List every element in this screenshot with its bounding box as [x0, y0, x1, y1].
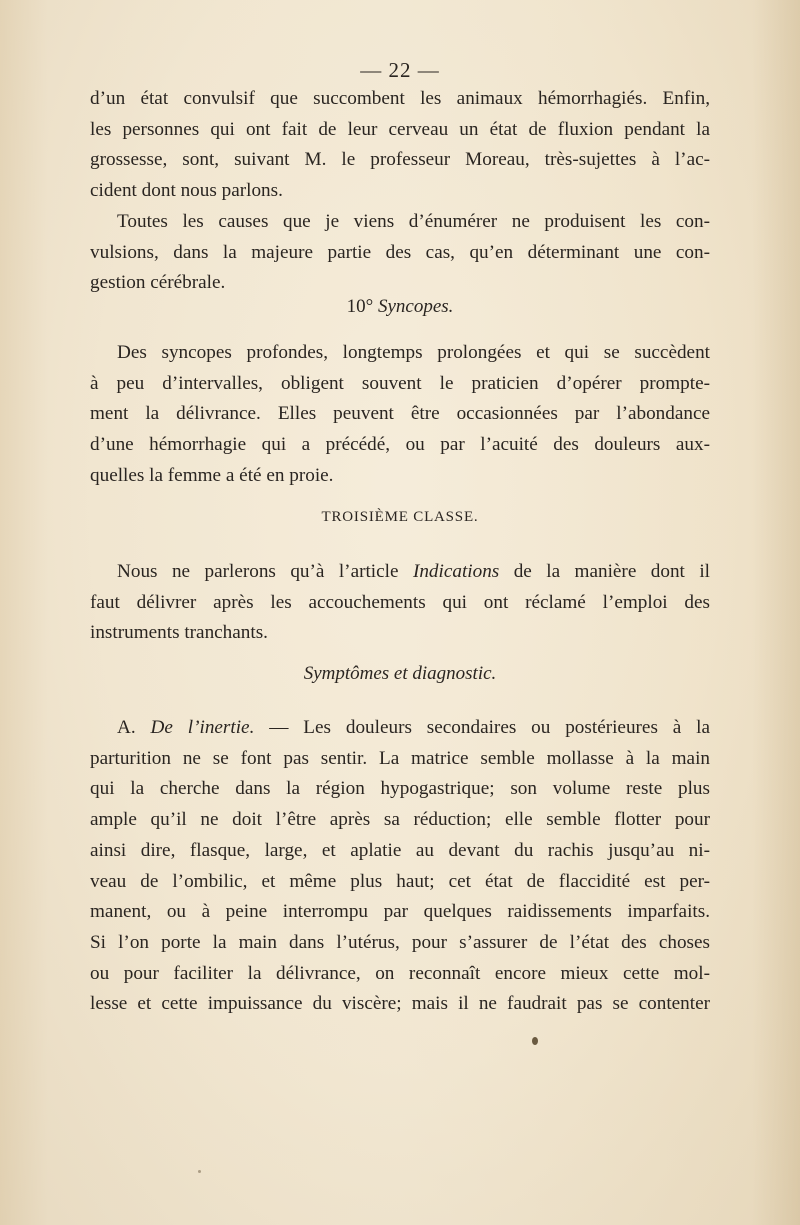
section-heading-syncopes	[0, 296, 800, 318]
paragraph-syncopes	[90, 338, 710, 492]
ink-speck	[532, 1037, 538, 1045]
text-line: grossesse, sont, suivant M. le professeur Moreau, très-sujettes à l’ac-	[90, 149, 710, 171]
text-line: Si l’on porte la main dans l’utérus, pour s’assurer de l’état des choses	[90, 931, 710, 953]
text-line: lesse et cette impuissance du viscère; mais il ne faudrait pas se contenter	[90, 993, 710, 1015]
text-line: d’une hémorrhagie qui a précédé, ou par l’acuité des douleurs aux-	[90, 434, 710, 456]
section-number: 10°	[346, 296, 374, 317]
text-line: Des syncopes profondes, longtemps prolongées et qui se succèdent	[117, 342, 710, 363]
text-line: ou pour faciliter la délivrance, on reconnaît encore mieux cette mol-	[90, 962, 710, 984]
paragraph-convulsions-end	[90, 84, 710, 207]
paragraph-causes	[90, 207, 710, 299]
ink-speck	[198, 1170, 201, 1173]
text-line: parturition ne se font pas sentir. La matrice semble mollasse à la main	[90, 747, 710, 769]
text-line: instruments tranchants.	[90, 622, 268, 644]
text-line: manent, ou à peine interrompu par quelques raidissements imparfaits.	[90, 901, 710, 923]
italic-term: Indications	[412, 561, 500, 582]
paragraph-instruments	[90, 557, 710, 649]
text-line: ample qu’il ne doit l’être après sa réduction; elle semble flotter pour	[90, 809, 710, 831]
page-number: — 22 —	[360, 58, 440, 82]
text-line: d’un état convulsif que succombent les animaux hémorrhagiés. Enfin,	[90, 88, 710, 109]
symptoms-heading: Symptômes et diagnostic.	[303, 663, 497, 684]
paragraph-inertie	[90, 713, 710, 1020]
text-line: veau de l’ombilic, et même plus haut; cet état de flaccidité est per-	[90, 870, 710, 892]
text-line: A. De l’inertie. — Les douleurs secondaires ou postérieures à la	[117, 717, 711, 738]
text-line: les personnes qui ont fait de leur cerveau un état de fluxion pendant la	[90, 118, 710, 140]
text-line: Toutes les causes que je viens d’énumérer ne produisent les con-	[117, 211, 710, 232]
italic-label: De l’inertie.	[150, 717, 255, 738]
text-line: ainsi dire, flasque, large, et aplatie au devant du rachis jusqu’au ni-	[90, 839, 710, 861]
text-line: cident dont nous parlons.	[90, 180, 283, 202]
text-line: vulsions, dans la majeure partie des cas, qu’en déterminant une con-	[90, 241, 710, 263]
section-title: Syncopes.	[377, 296, 454, 317]
text-line: qui la cherche dans la région hypogastrique; son volume reste plus	[90, 778, 710, 800]
text-line: faut délivrer après les accouchements qui ont réclamé l’emploi des	[90, 591, 710, 613]
class-heading: TROISIÈME CLASSE.	[321, 509, 479, 525]
text-line: ment la délivrance. Elles peuvent être occasionnées par l’abondance	[90, 403, 710, 425]
text-line: à peu d’intervalles, obligent souvent le praticien d’opérer prompte-	[90, 372, 710, 394]
text-line: gestion cérébrale.	[90, 272, 226, 294]
text-line: Nous ne parlerons qu’à l’article Indications de la manière dont il	[117, 561, 710, 582]
text-line: quelles la femme a été en proie.	[90, 464, 334, 486]
